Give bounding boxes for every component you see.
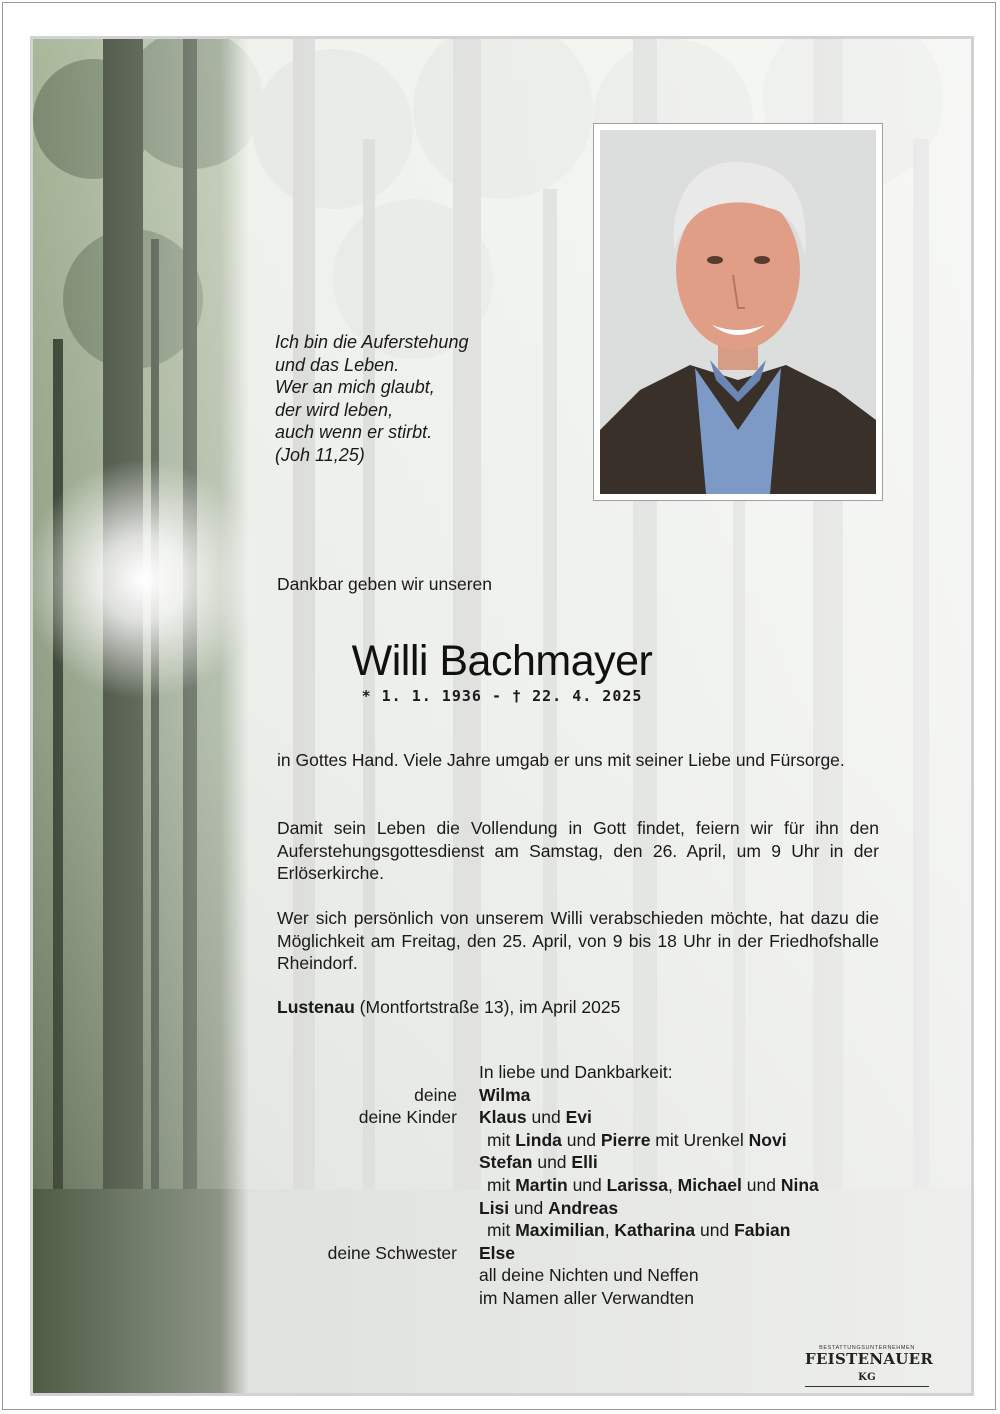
sister-name: Else bbox=[479, 1242, 515, 1263]
verse-line: der wird leben, bbox=[275, 399, 394, 420]
deceased-name: Willi Bachmayer bbox=[351, 637, 653, 685]
portrait-photo bbox=[600, 130, 876, 494]
logo-wordmark: FEISTENAUER bbox=[805, 1350, 934, 1368]
child-line: Klaus und Evi bbox=[479, 1107, 592, 1128]
portrait-frame bbox=[593, 123, 883, 501]
intro-text: Dankbar geben wir unseren bbox=[277, 574, 492, 594]
grandchildren-line: mit Linda und Pierre mit Urenkel Novi bbox=[487, 1129, 787, 1150]
life-dates: * 1. 1. 1936 - † 22. 4. 2025 bbox=[361, 687, 643, 705]
grandchildren-line: mit Maximilian, Katharina und Fabian bbox=[487, 1220, 791, 1241]
child-line: Lisi und Andreas bbox=[479, 1197, 619, 1218]
verse-reference: (Joh 11,25) bbox=[275, 444, 365, 465]
logo-name bbox=[805, 1350, 934, 1387]
paragraph-farewell: Wer sich persönlich von unserem Willi verabschieden möchte, hat dazu die Möglichkeit am Freitag, den 25. April, von 9 bis 18 Uhr in der Friedhofshalle Rheindorf. bbox=[277, 908, 879, 974]
logo-subtitle: BESTATTUNGSUNTERNEHMEN bbox=[819, 1345, 915, 1351]
child-line: Stefan und Elli bbox=[479, 1152, 598, 1173]
paragraph-gottes-hand: in Gottes Hand. Viele Jahre umgab er uns mit seiner Liebe und Fürsorge. bbox=[277, 750, 845, 770]
relatives-line: im Namen aller Verwandten bbox=[479, 1287, 694, 1308]
verse-line: Ich bin die Auferstehung bbox=[275, 332, 469, 352]
verse-line: auch wenn er stirbt. bbox=[275, 422, 433, 442]
bible-verse bbox=[275, 331, 468, 466]
nieces-line: all deine Nichten und Neffen bbox=[479, 1265, 699, 1286]
place-rest: (Montfortstraße 13), im April 2025 bbox=[354, 997, 621, 1017]
verse-line: und das Leben. bbox=[275, 354, 400, 375]
card-frame bbox=[30, 36, 974, 1396]
logo-suffix: KG bbox=[858, 1372, 876, 1383]
funeral-home-logo bbox=[805, 1345, 934, 1387]
label-sister: deine Schwester bbox=[327, 1242, 457, 1263]
wife-name: Wilma bbox=[479, 1084, 531, 1105]
label-wife: deine bbox=[414, 1084, 457, 1105]
paragraph-service: Damit sein Leben die Vollendung in Gott findet, feiern wir für ihn den Auferstehungsgottesdienst am Samstag, den 26. April, um 9 Uhr in der Erlöserkirche. bbox=[277, 818, 879, 884]
label-children: deine Kinder bbox=[358, 1107, 457, 1128]
family-heading: In liebe und Dankbarkeit: bbox=[479, 1062, 673, 1082]
place-date-line bbox=[277, 996, 879, 1019]
verse-line: Wer an mich glaubt, bbox=[275, 377, 435, 397]
grandchildren-line: mit Martin und Larissa, Michael und Nina bbox=[487, 1174, 819, 1195]
family-list bbox=[33, 1061, 971, 1310]
place-city: Lustenau bbox=[277, 997, 355, 1017]
